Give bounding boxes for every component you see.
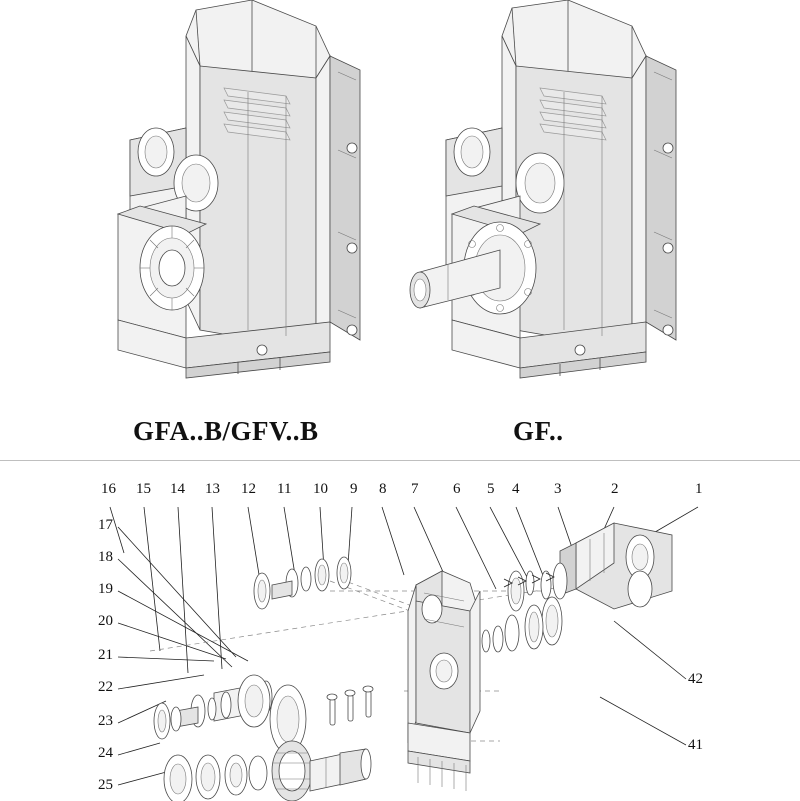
gear-housing-part	[408, 571, 480, 791]
callout-4: 4	[512, 481, 520, 497]
callout-19: 19	[98, 581, 113, 597]
callout-6: 6	[453, 481, 461, 497]
motor-adapter-part	[560, 523, 672, 609]
callout-7: 7	[411, 481, 419, 497]
callout-23: 23	[98, 713, 113, 729]
callout-leader-lines-right	[600, 621, 686, 745]
callout-leader-lines-left	[118, 527, 248, 785]
callout-42: 42	[688, 671, 703, 687]
exploded-assembly-view	[0, 460, 800, 801]
callout-41: 41	[688, 737, 703, 753]
callout-18: 18	[98, 549, 113, 565]
left-gear-unit-drawing	[118, 0, 360, 378]
caption-right-figure: GF..	[513, 416, 564, 446]
callout-22: 22	[98, 679, 113, 695]
callout-25: 25	[98, 777, 113, 793]
right-gear-unit-drawing	[410, 0, 676, 378]
callout-9: 9	[350, 481, 358, 497]
callout-3: 3	[554, 481, 562, 497]
exploded-parts-drawing	[0, 461, 800, 801]
callout-11: 11	[277, 481, 292, 497]
callout-8: 8	[379, 481, 387, 497]
callout-10: 10	[313, 481, 328, 497]
callout-2: 2	[611, 481, 619, 497]
callout-16: 16	[101, 481, 116, 497]
callout-24: 24	[98, 745, 113, 761]
callout-14: 14	[170, 481, 185, 497]
callout-20: 20	[98, 613, 113, 629]
gear-shaft-parts	[154, 557, 373, 801]
callout-12: 12	[241, 481, 256, 497]
callout-17: 17	[98, 517, 113, 533]
callout-15: 15	[136, 481, 151, 497]
caption-left-figure: GFA..B/GFV..B	[133, 416, 319, 446]
callout-13: 13	[205, 481, 220, 497]
callout-5: 5	[487, 481, 495, 497]
callout-1: 1	[695, 481, 703, 497]
callout-21: 21	[98, 647, 113, 663]
bearing-and-ring-parts-right	[482, 563, 567, 652]
